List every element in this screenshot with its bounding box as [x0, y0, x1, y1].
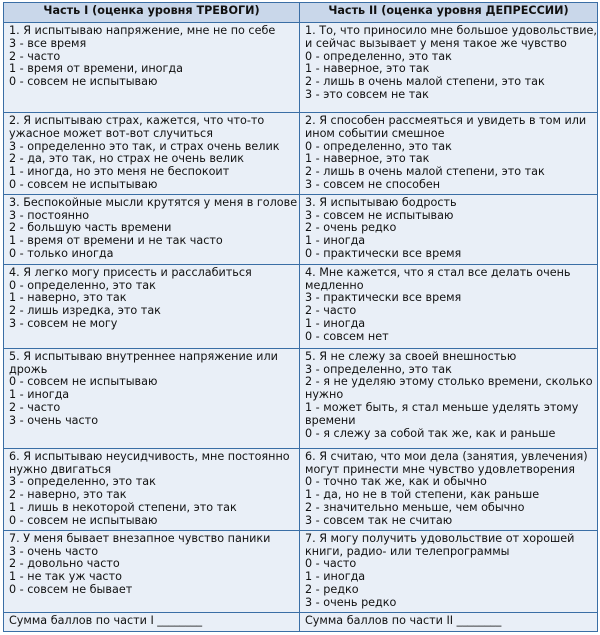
anxiety-question: [4, 530, 300, 612]
answer-option: 1 - может быть, я стал меньше уделять этому: [305, 400, 579, 414]
answer-option: 0 - определенно, это так: [305, 139, 452, 153]
answer-option: 2 - часто: [9, 400, 61, 414]
anxiety-question: [4, 348, 300, 448]
answer-option: медленно: [305, 278, 364, 292]
answer-option: 3 - совсем не способен: [305, 177, 441, 191]
answer-option: 3 - совсем не испытываю: [305, 208, 454, 222]
answer-option: 0 - практически все время: [305, 246, 462, 260]
answer-option: 3 - определенно это так, и страх очень велик: [9, 139, 280, 153]
question-text: 5. Я испытываю внутреннее напряжение или: [9, 349, 278, 363]
answer-option: 0 - совсем нет: [305, 329, 389, 343]
question-text: 1. То, что приносило мне большое удовольствие,: [305, 24, 597, 37]
answer-option: 3 - постоянно: [9, 208, 90, 222]
header-part1: Часть I (оценка уровня ТРЕВОГИ): [4, 3, 300, 23]
question-text: 3. Я испытываю бодрость: [305, 195, 457, 209]
question-text: 7. У меня бывает внезапное чувство паники: [9, 531, 271, 545]
question-text: 7. Я могу получить удовольствие от хорошей: [305, 531, 575, 545]
answer-option: ужасное может вот-вот случиться: [9, 126, 213, 140]
answer-option: 0 - совсем не испытываю: [9, 513, 158, 527]
question-text: 6. Я испытываю неусидчивость, мне постоянно: [9, 449, 290, 463]
answer-option: книги, радио- или телепрограммы: [305, 544, 510, 558]
answer-option: могут принести мне чувство удовлетворения: [305, 462, 575, 476]
answer-option: 2 - лишь изредка, это так: [9, 304, 161, 318]
question-row: [4, 264, 598, 348]
answer-option: 3 - практически все время: [305, 291, 462, 305]
answer-option: 3 - определенно, это так: [305, 362, 452, 376]
answer-option: 3 - очень редко: [305, 595, 397, 609]
answer-option: 0 - определенно, это так: [305, 49, 452, 63]
answer-option: 2 - я не уделяю этому столько времени, сколько: [305, 375, 593, 389]
answer-option: 3 - определенно, это так: [9, 475, 156, 489]
answer-option: 0 - я слежу за собой так же, как и раньше: [305, 426, 556, 440]
answer-option: 1 - время от времени, иногда: [9, 62, 183, 76]
hads-table: [3, 2, 598, 632]
answer-option: 2 - да, это так, но страх не очень велик: [9, 152, 244, 166]
sum-row: [4, 612, 598, 631]
answer-option: 0 - совсем не испытываю: [9, 75, 158, 89]
questionnaire: [3, 2, 597, 632]
anxiety-question: [4, 194, 300, 264]
answer-option: 1 - иногда: [9, 388, 70, 402]
answer-option: 2 - часто: [9, 49, 61, 63]
answer-option: 1 - иногда: [305, 316, 366, 330]
anxiety-question: [4, 264, 300, 348]
answer-option: 1 - иногда, но это меня не беспокоит: [9, 165, 230, 179]
answer-option: 3 - это совсем не так: [305, 87, 429, 101]
answer-option: 2 - редко: [305, 582, 359, 596]
depression-question: [300, 194, 598, 264]
anxiety-question: [4, 23, 300, 113]
answer-option: 2 - очень редко: [305, 221, 397, 235]
answer-option: 1 - наверно, это так: [9, 291, 127, 305]
question-text: 2. Я способен рассмеяться и увидеть в том или: [305, 114, 587, 127]
question-text: 3. Беспокойные мысли крутятся у меня в голове: [9, 195, 298, 209]
answer-option: дрожь: [9, 362, 48, 376]
answer-option: ином событии смешное: [305, 126, 445, 140]
answer-option: 3 - совсем не могу: [9, 316, 118, 330]
sum-part2: Сумма баллов по части II ________: [300, 612, 598, 631]
depression-question: [300, 530, 598, 612]
answer-option: 0 - совсем не испытываю: [9, 177, 158, 191]
answer-option: 1 - не так уж часто: [9, 570, 122, 584]
answer-option: 3 - очень часто: [9, 544, 99, 558]
answer-option: времени: [305, 413, 356, 427]
sum-part1: Сумма баллов по части I ________: [4, 612, 300, 631]
question-row: [4, 194, 598, 264]
answer-option: 1 - да, но не в той степени, как раньше: [305, 488, 540, 502]
answer-option: 2 - лишь в очень малой степени, это так: [305, 75, 545, 89]
answer-option: 3 - очень часто: [9, 413, 99, 427]
header-row: [4, 3, 598, 23]
answer-option: 1 - наверное, это так: [305, 152, 430, 166]
depression-question: [300, 264, 598, 348]
question-text: 5. Я не слежу за своей внешностью: [305, 349, 517, 363]
answer-option: 1 - лишь в некоторой степени, это так: [9, 500, 237, 514]
answer-option: 2 - довольно часто: [9, 557, 120, 571]
answer-option: 1 - время от времени и не так часто: [9, 234, 223, 248]
question-row: [4, 448, 598, 530]
answer-option: 1 - иногда: [305, 570, 366, 584]
question-row: [4, 530, 598, 612]
answer-option: 3 - совсем так не считаю: [305, 513, 453, 527]
depression-question: [300, 448, 598, 530]
anxiety-question: [4, 448, 300, 530]
answer-option: 0 - только иногда: [9, 246, 114, 260]
depression-question: [300, 113, 598, 195]
answer-option: 1 - иногда: [305, 234, 366, 248]
depression-question: [300, 348, 598, 448]
question-text: 4. Я легко могу присесть и расслабиться: [9, 265, 252, 279]
question-row: [4, 348, 598, 448]
answer-option: нужно двигаться: [9, 462, 112, 476]
question-text: 1. Я испытываю напряжение, мне не по себе: [9, 24, 276, 37]
answer-option: 0 - совсем не испытываю: [9, 375, 158, 389]
answer-option: 0 - часто: [305, 557, 357, 571]
answer-option: 2 - значительно меньше, чем обычно: [305, 500, 525, 514]
question-text: 6. Я считаю, что мои дела (занятия, увлечения): [305, 449, 588, 463]
header-part2: Часть II (оценка уровня ДЕПРЕССИИ): [300, 3, 598, 23]
answer-option: и сейчас вызывает у меня такое же чувство: [305, 36, 567, 50]
answer-option: 2 - часто: [305, 304, 357, 318]
answer-option: 2 - лишь в очень малой степени, это так: [305, 165, 545, 179]
answer-option: 0 - совсем не бывает: [9, 582, 133, 596]
answer-option: нужно: [305, 388, 344, 402]
question-text: 2. Я испытываю страх, кажется, что что-то: [9, 114, 265, 127]
answer-option: 3 - все время: [9, 36, 87, 50]
answer-option: 2 - наверно, это так: [9, 488, 127, 502]
answer-option: 0 - точно так же, как и обычно: [305, 475, 487, 489]
answer-option: 0 - определенно, это так: [9, 278, 156, 292]
question-row: [4, 23, 598, 113]
depression-question: [300, 23, 598, 113]
question-text: 4. Мне кажется, что я стал все делать очень: [305, 265, 571, 279]
anxiety-question: [4, 113, 300, 195]
answer-option: 2 - большую часть времени: [9, 221, 172, 235]
question-row: [4, 113, 598, 195]
answer-option: 1 - наверное, это так: [305, 62, 430, 76]
